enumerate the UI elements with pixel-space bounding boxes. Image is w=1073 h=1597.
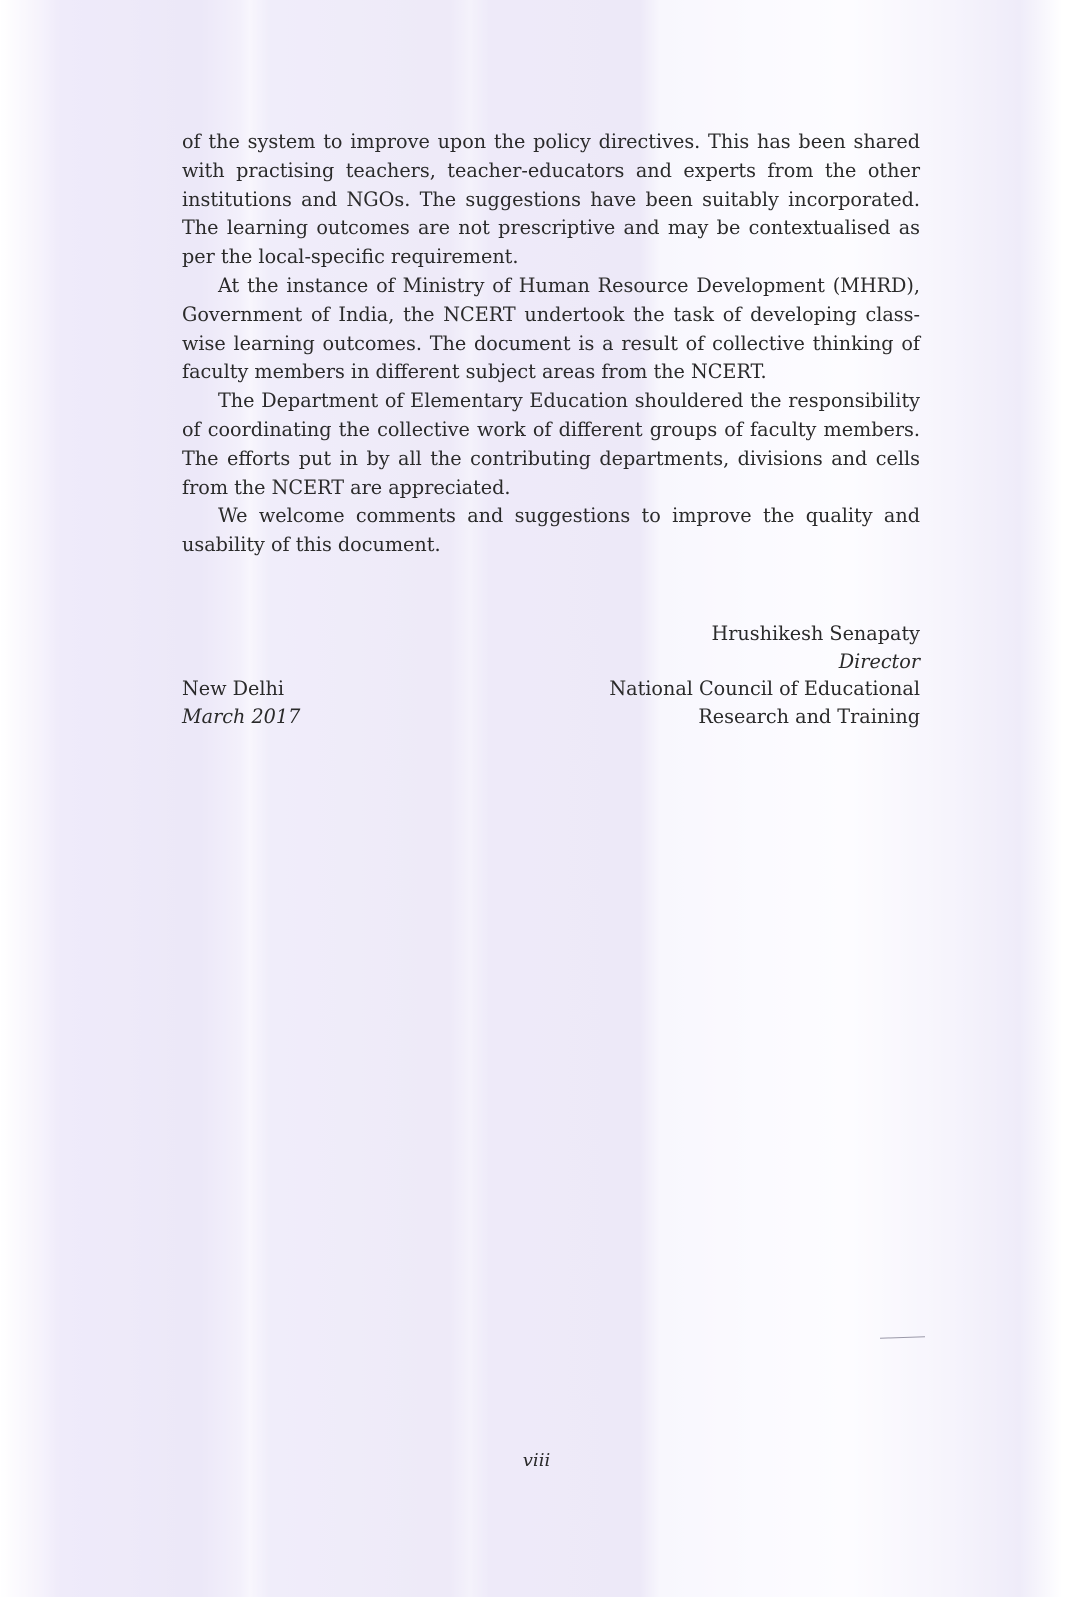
paragraph-1: of the system to improve upon the policy directives. This has been shared with practising teachers, teacher-educators and experts from the other institutions and NGOs. The suggestions have been suitably incorporated. The learning outcomes are not prescriptive and may be contextualised as per the local-specific requirement. <box>182 130 920 269</box>
signatory-title: Director <box>838 649 920 673</box>
paragraph-2: At the instance of Ministry of Human Resource Development (MHRD), Government of India, the NCERT undertook the task of developing class-wise learning outcomes. The document is a result of collective thinking of faculty members in different subject areas from the NCERT. <box>182 273 920 384</box>
organization-line-2: Research and Training <box>698 704 920 728</box>
signatory-name: Hrushikesh Senapaty <box>711 622 920 645</box>
paragraph-3: The Department of Elementary Education shouldered the responsibility of coordinating the collective work of different groups of faculty members. The efforts put in by all the contributing departments, divisions and cells from the NCERT are appreciated. <box>182 389 920 499</box>
organization-line-1: National Council of Educational <box>609 677 920 700</box>
page-number: viii <box>522 1450 551 1471</box>
signature-block <box>182 620 920 730</box>
place: New Delhi <box>182 677 285 700</box>
foreword-body <box>182 128 920 560</box>
scan-artifact-line <box>880 1336 925 1339</box>
paragraph-4: We welcome comments and suggestions to improve the quality and usability of this document. <box>182 504 920 557</box>
date: March 2017 <box>182 704 301 728</box>
